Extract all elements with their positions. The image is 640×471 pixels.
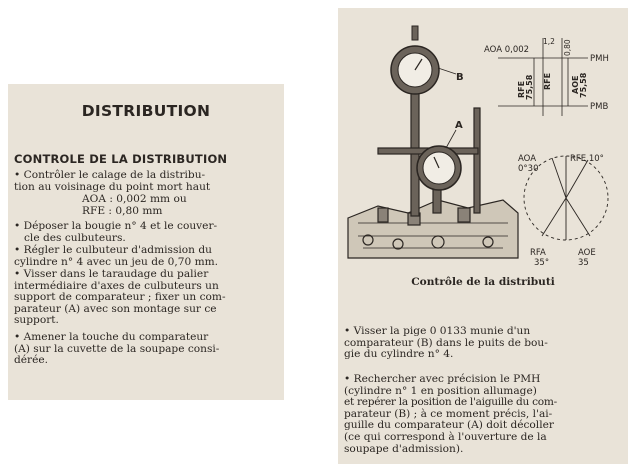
aoe-scale-value: 75,58 [579, 72, 588, 98]
rfa-circle-label: RFA [530, 248, 546, 258]
label-b: B [456, 72, 464, 83]
text-line: tion au voisinage du point mort haut [14, 180, 211, 193]
text-line: et repérer la position de l'aiguille du com- [344, 396, 557, 409]
text-line: parateur (A) avec son montage sur ce [14, 302, 217, 315]
text-line: • Amener la touche du comparateur [14, 331, 209, 343]
text-line: • Rechercher avec précision le PMH [344, 373, 541, 385]
pmb-label: PMB [590, 102, 609, 112]
text-line: cle des culbuteurs. [24, 231, 126, 244]
text-line: • Contrôler le calage de la distribu- [14, 169, 206, 181]
paragraph-pmh [344, 374, 622, 455]
rfe-value: RFE : 0,80 mm [82, 204, 163, 217]
aoe-circle-label: AOE [578, 248, 596, 258]
aoa-scale-label: AOA 0,002 [484, 45, 530, 55]
comparator-stand [378, 76, 480, 216]
paragraph-pige [344, 326, 622, 361]
text-line: dérée. [14, 354, 49, 367]
rfe-scale-label-2: RFE [543, 72, 552, 90]
text-line: comparateur (B) dans le puits de bou- [344, 336, 548, 349]
right-clipping [338, 8, 628, 464]
aoa-circle-value: 0°30 [518, 164, 539, 174]
rfa-circle-value: 35° [534, 258, 550, 268]
text-line: gie du cylindre n° 4. [344, 348, 454, 361]
dial-gauge-a [417, 130, 461, 190]
paragraph-support [14, 269, 278, 327]
figure-caption: Contrôle de la distributi [411, 276, 555, 288]
text-line: (ce qui correspond à l'ouverture de la [344, 430, 547, 443]
measurement-values [14, 194, 278, 217]
paragraph-culbuteur [14, 245, 278, 268]
left-clipping [8, 84, 284, 400]
distribution-diagram [338, 8, 628, 270]
paragraph-calage [14, 170, 278, 193]
text-line: support. [14, 314, 59, 327]
text-line: parateur (B) ; à ce moment précis, l'ai- [344, 407, 553, 420]
distribution-title: DISTRIBUTION [81, 102, 211, 120]
text-line: guille du comparateur (A) doit décoller [344, 419, 554, 432]
text-line: • Régler le culbuteur d'admission du [14, 244, 212, 256]
pmh-label: PMH [590, 54, 609, 64]
text-line: cylindre n° 4 avec un jeu de 0,70 mm. [14, 255, 219, 268]
section-heading: CONTROLE DE LA DISTRIBUTION [14, 152, 228, 166]
text-line: • Visser la pige 0 0133 munie d'un [344, 325, 531, 337]
top-value-2: 0,80 [563, 39, 572, 56]
aoa-circle-label: AOA [518, 154, 537, 164]
text-line: • Déposer la bougie n° 4 et le couver- [14, 220, 218, 232]
rfe-scale-label: RFE [517, 80, 526, 98]
rfe-circle-label: RFE 10° [570, 154, 604, 164]
paragraph-touche [14, 332, 278, 367]
aoe-scale-label: AOE [571, 75, 580, 94]
aoa-value: AOA : 0,002 mm ou [82, 193, 187, 205]
text-line: intermédiaire d'axes de culbuteurs un [14, 279, 219, 292]
rfe-scale-value: 75,58 [525, 74, 534, 100]
label-a: A [455, 120, 463, 131]
text-line: (cylindre n° 1 en position allumage) [344, 384, 537, 397]
paragraph-bougie [14, 221, 278, 244]
text-line: support de comparateur ; fixer un com- [14, 291, 226, 304]
aoe-circle-value: 35 [578, 258, 589, 268]
text-line: soupape d'admission). [344, 442, 464, 455]
top-value: 1,2 [543, 37, 555, 46]
text-line: (A) sur la cuvette de la soupape consi- [14, 342, 220, 355]
dial-gauge-b [391, 26, 456, 94]
text-line: • Visser dans le taraudage du palier [14, 268, 209, 280]
